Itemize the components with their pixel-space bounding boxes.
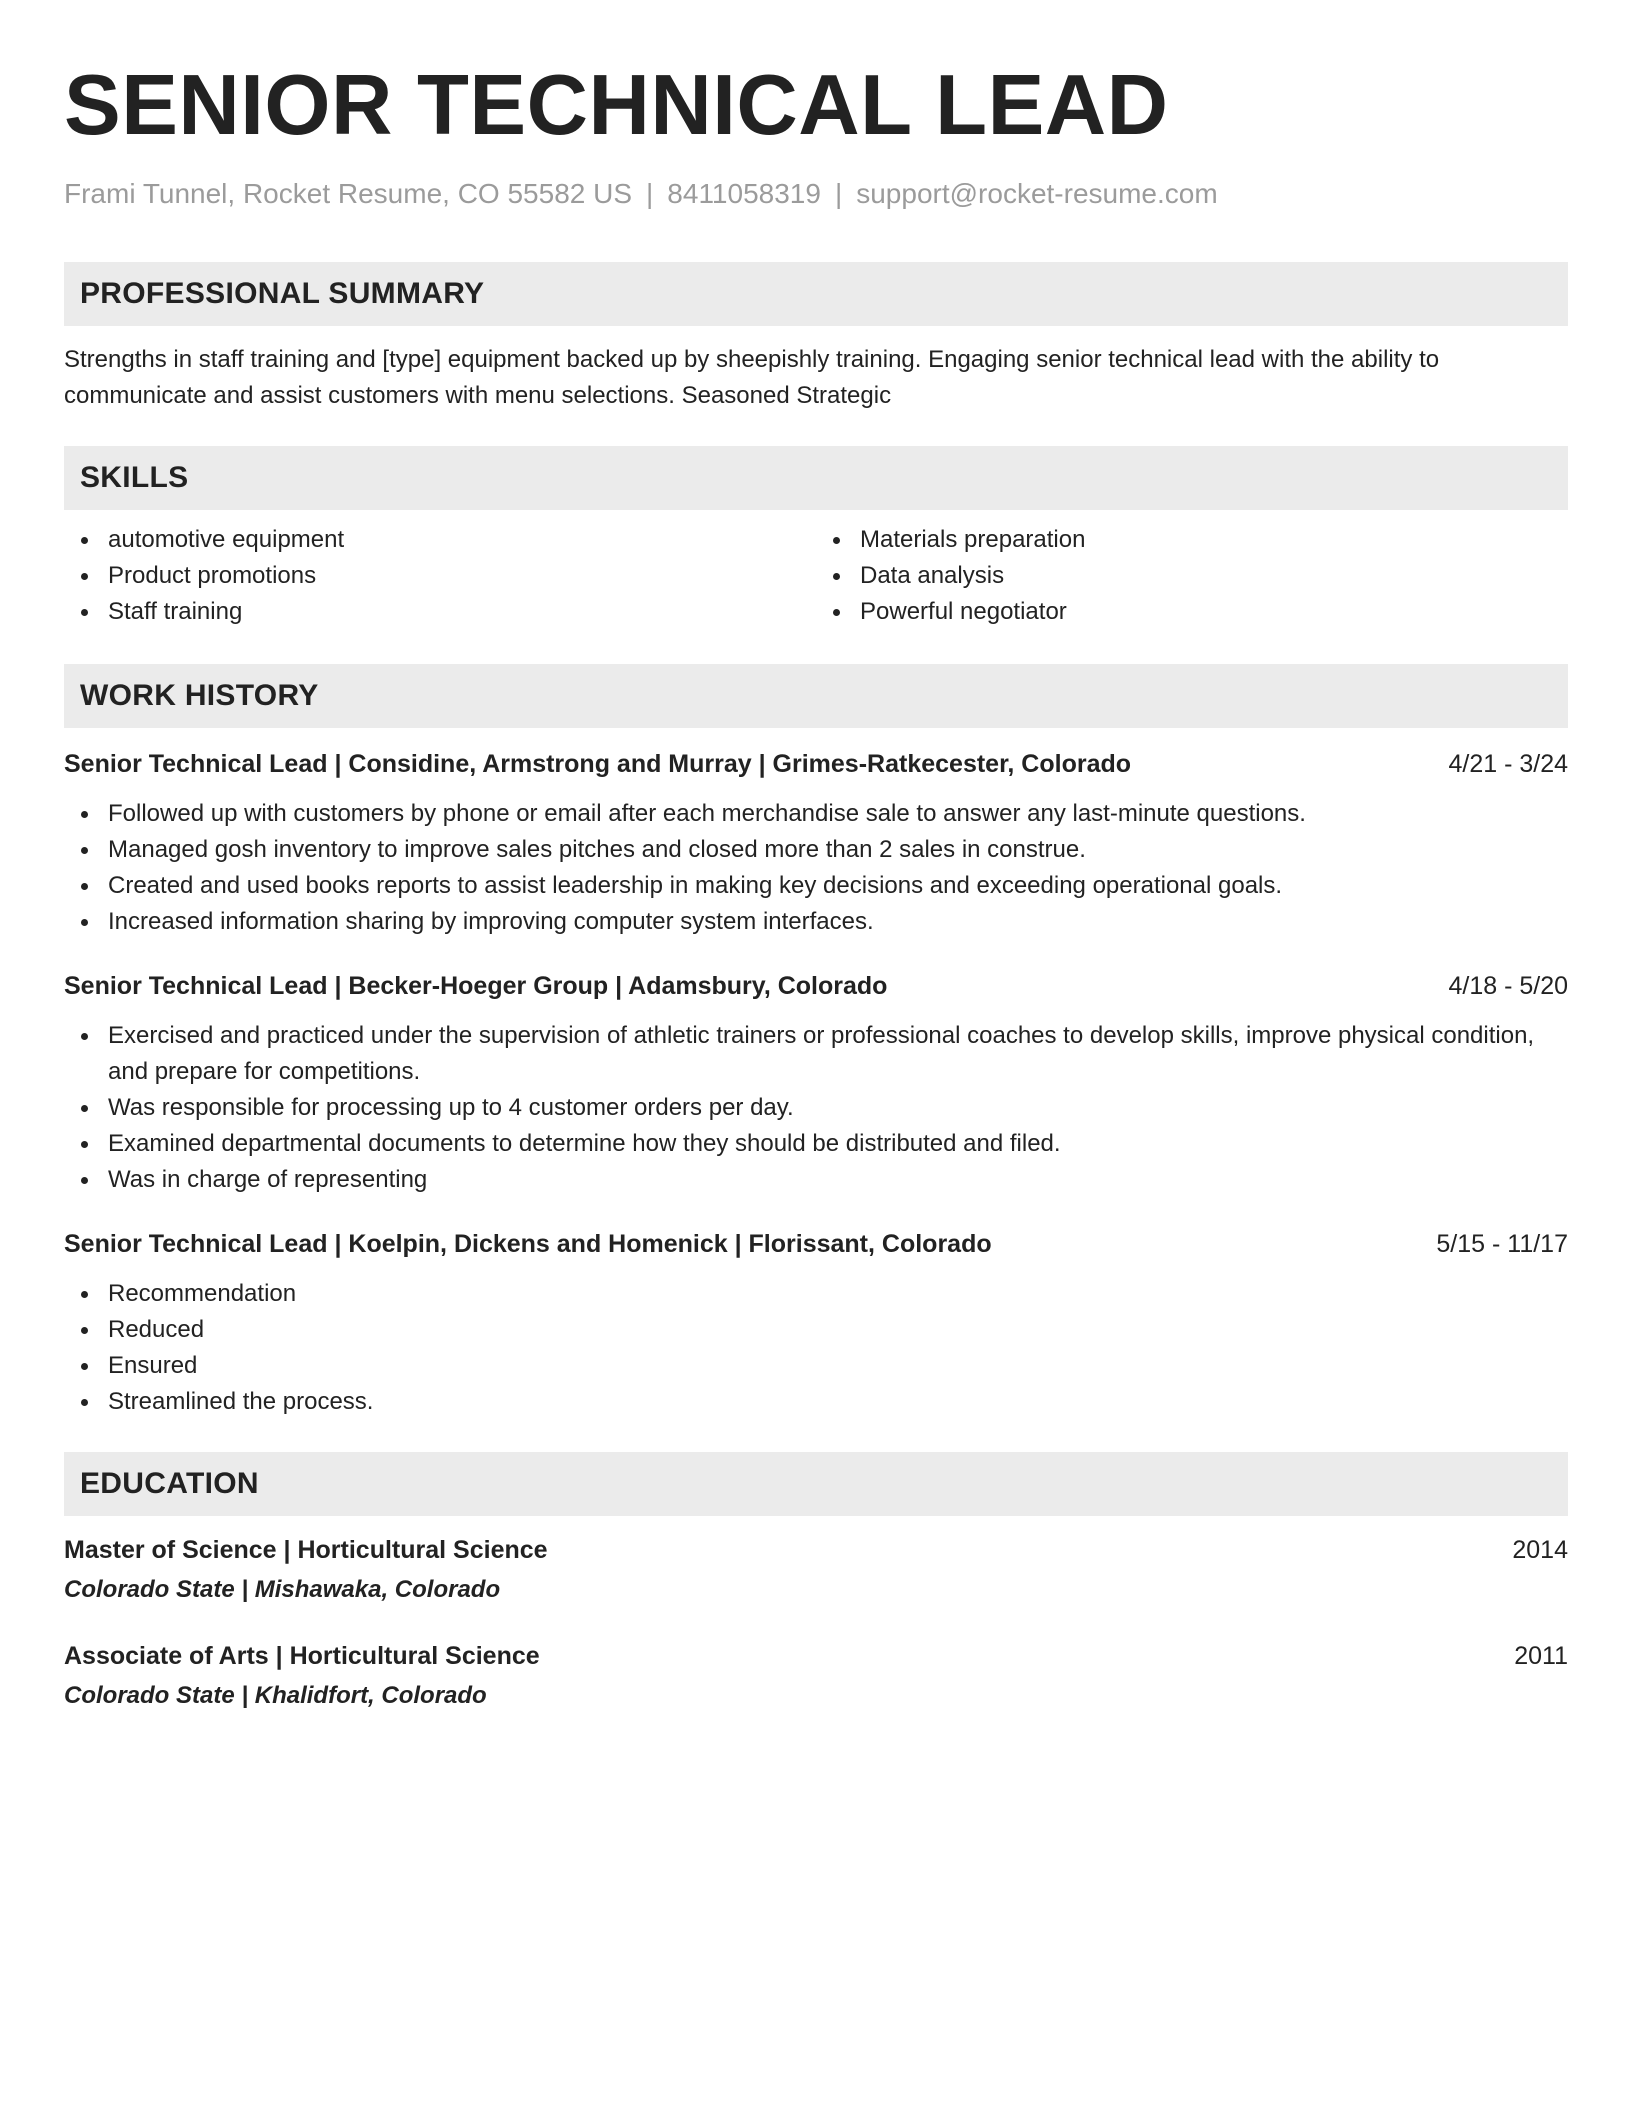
contact-address: Frami Tunnel, Rocket Resume, CO 55582 US xyxy=(64,178,633,209)
job-bullets xyxy=(64,796,1568,940)
job-dates: 4/18 - 5/20 xyxy=(1448,972,1568,1000)
education-year: 2011 xyxy=(1514,1642,1568,1670)
job-entry xyxy=(64,746,1568,940)
education-header xyxy=(64,1638,1568,1674)
job-bullet: Recommendation xyxy=(64,1276,1568,1312)
job-header xyxy=(64,968,1568,1004)
skill-item: Powerful negotiator xyxy=(816,594,1568,630)
job-dates: 4/21 - 3/24 xyxy=(1448,750,1568,778)
job-bullet: Reduced xyxy=(64,1312,1568,1348)
education-year: 2014 xyxy=(1512,1536,1568,1564)
skill-item: Staff training xyxy=(64,594,816,630)
section-heading-summary: PROFESSIONAL SUMMARY xyxy=(64,262,1568,326)
education-school: Colorado State | Khalidfort, Colorado xyxy=(64,1682,487,1709)
job-bullet: Was in charge of representing xyxy=(64,1162,1568,1198)
job-bullet: Ensured xyxy=(64,1348,1568,1384)
summary-text: Strengths in staff training and [type] equipment backed up by sheepishly training. Engaging senior technical lead with the ability to communicate and assist customers with menu selections. Seasoned Strategic xyxy=(64,346,1440,409)
job-title: Senior Technical Lead | Koelpin, Dickens and Homenick | Florissant, Colorado xyxy=(64,1230,992,1258)
job-dates: 5/15 - 11/17 xyxy=(1436,1230,1568,1258)
job-entry xyxy=(64,968,1568,1198)
skills-column-right xyxy=(816,522,1568,630)
job-title: Senior Technical Lead | Becker-Hoeger Group | Adamsbury, Colorado xyxy=(64,972,888,1000)
skills-column-left xyxy=(64,522,816,630)
job-header xyxy=(64,1226,1568,1262)
contact-email: support@rocket-resume.com xyxy=(856,178,1218,209)
job-bullets xyxy=(64,1018,1568,1198)
skills-grid xyxy=(64,522,1568,630)
resume-name: SENIOR TECHNICAL LEAD xyxy=(64,58,1169,153)
job-bullet: Followed up with customers by phone or email after each merchandise sale to answer any last-minute questions. xyxy=(64,796,1568,832)
job-title: Senior Technical Lead | Considine, Armstrong and Murray | Grimes-Ratkecester, Colorado xyxy=(64,750,1132,778)
job-entry xyxy=(64,1226,1568,1420)
skill-item: Data analysis xyxy=(816,558,1568,594)
contact-phone: 8411058319 xyxy=(667,178,821,209)
job-bullet: Examined departmental documents to determine how they should be distributed and filed. xyxy=(64,1126,1568,1162)
job-bullet: Managed gosh inventory to improve sales pitches and closed more than 2 sales in construe. xyxy=(64,832,1568,868)
job-header xyxy=(64,746,1568,782)
section-heading-skills: SKILLS xyxy=(64,446,1568,510)
job-bullet: Increased information sharing by improving computer system interfaces. xyxy=(64,904,1568,940)
skill-item: Product promotions xyxy=(64,558,816,594)
education-degree: Master of Science | Horticultural Science xyxy=(64,1536,548,1564)
skill-item: automotive equipment xyxy=(64,522,816,558)
section-heading-education: EDUCATION xyxy=(64,1452,1568,1516)
education-header xyxy=(64,1532,1568,1568)
job-bullet: Created and used books reports to assist leadership in making key decisions and exceeding operational goals. xyxy=(64,868,1568,904)
education-entry xyxy=(64,1532,1568,1608)
contact-separator: | xyxy=(646,178,654,209)
skill-item: Materials preparation xyxy=(816,522,1568,558)
contact-separator: | xyxy=(834,178,843,209)
job-bullet: Exercised and practiced under the supervision of athletic trainers or professional coaches to develop skills, improve physical condition, and prepare for competitions. xyxy=(64,1018,1568,1090)
education-entry xyxy=(64,1638,1568,1714)
education-school: Colorado State | Mishawaka, Colorado xyxy=(64,1576,501,1603)
contact-line xyxy=(64,176,1568,212)
education-degree: Associate of Arts | Horticultural Science xyxy=(64,1642,540,1670)
job-bullets xyxy=(64,1276,1568,1420)
section-heading-work-history: WORK HISTORY xyxy=(64,664,1568,728)
job-bullet: Was responsible for processing up to 4 customer orders per day. xyxy=(64,1090,1568,1126)
job-bullet: Streamlined the process. xyxy=(64,1384,1568,1420)
